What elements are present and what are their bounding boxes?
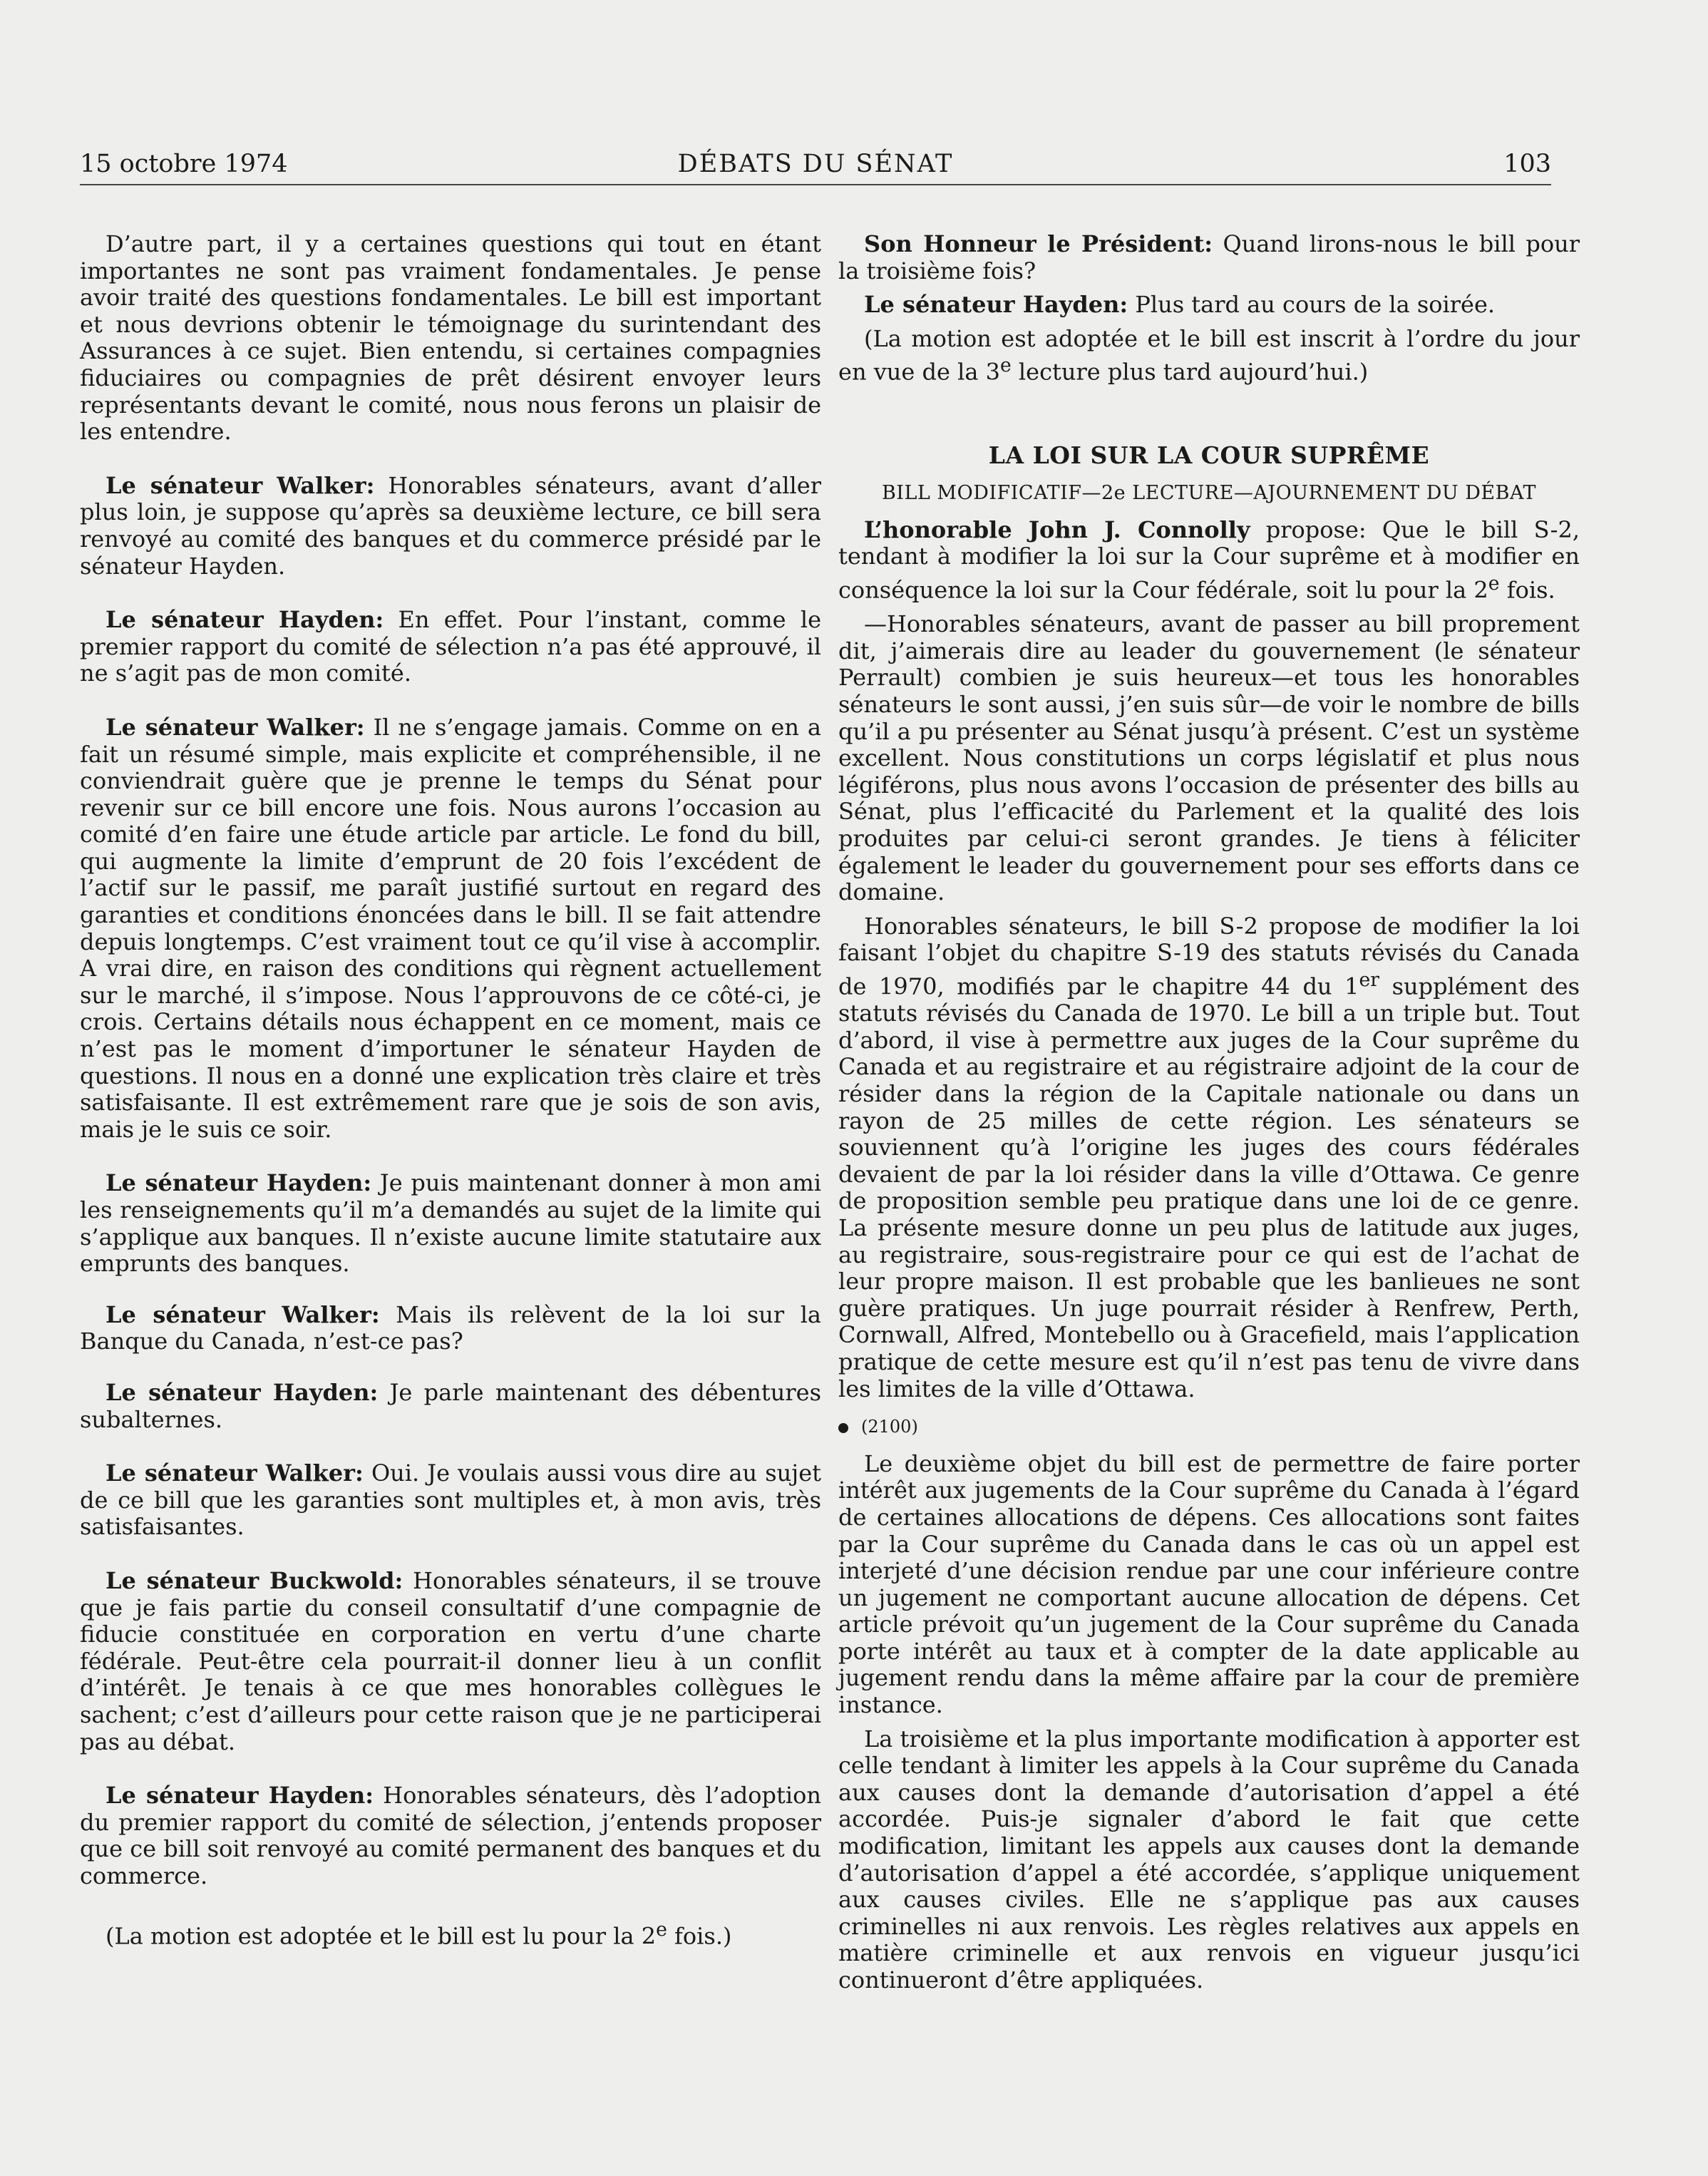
paragraph-text: Honorables sénateurs, le bill S-2 propose de modifier la loi faisant l’objet du chapitre S-19 des statuts révisés du Canada de 1970, modifiés par le chapitre 44 du 1 — [838, 912, 1580, 1000]
page-header — [80, 148, 1551, 185]
speaker-name: L’honorable John J. Connolly — [864, 515, 1250, 543]
superscript: e — [1488, 573, 1500, 595]
speech-text: Je puis maintenant donner à mon ami les renseignements qu’il m’a demandés au sujet de la limite qui s’applique aux banques. Il n’existe aucune limite statutaire aux emprunts des banques. — [80, 1169, 822, 1278]
speech-text: En effet. Pour l’instant, comme le premier rapport du comité de sélection n’a pas été approuvé, il ne s’agit pas de mon comité. — [80, 606, 821, 687]
speaker-name: Le sénateur Walker: — [106, 1459, 364, 1487]
speech-buckwold — [80, 1568, 821, 1755]
superscript: e — [656, 1919, 667, 1941]
time-marker — [838, 1414, 1580, 1441]
speech-connolly — [838, 517, 1580, 604]
paragraph: —Honorables sénateurs, avant de passer au bill proprement dit, j’aimerais dire au leader du gouvernement (le sénateur Perrault) combien je suis heureux—et tous les honorables sénateurs le sont aussi, j’en suis sûr—de voir le nombre de bills qu’il a pu présenter au Sénat jusqu’à présent. C’est un système excellent. Nous constitutions un corps législatif et plus nous légiférons, plus nous avons l’occasion de présenter des bills au Sénat, plus l’efficacité du Parlement et la qualité des lois produites par celui-ci seront grandes. Je tiens à féliciter également le leader du gouvernement pour ses efforts dans ce domaine. — [838, 610, 1580, 906]
speech-hayden-2 — [80, 1170, 821, 1277]
speech-text: Honorables sénateurs, il se trouve que je fais partie du conseil consultatif d’une compagnie de fiducie constituée en corporation en vertu d’une charte fédérale. Peut-être cela pourrait-il donner lieu à un conflit d’intérêt. Je tenais à ce que mes honorables collègues le sachent; c’est d’ailleurs pour cette raison que je ne participerai pas au débat. — [80, 1566, 822, 1755]
motion-text: (La motion est adoptée et le bill est lu pour la 2 — [106, 1923, 657, 1951]
speech-text: Plus tard au cours de la soirée. — [1128, 291, 1496, 319]
paragraph: La troisième et la plus importante modification à apporter est celle tendant à limiter les appels à la Cour suprême du Canada aux causes dont la demande d’autorisation d’appel a été accordée. Puis-je signaler d’abord le fait que cette modification, limitant les appels aux causes dont la demande d’autorisation d’appel a été accordée, s’applique uniquement aux causes civiles. Elle ne s’applique pas aux causes criminelles ni aux renvois. Les règles relatives aux appels en matière criminelle et aux renvois en vigueur jusqu’ici continueront d’être appliquées. — [838, 1725, 1580, 1993]
motion-text: (La motion est adoptée et le bill est inscrit à l’ordre du jour en vue de la 3 — [838, 324, 1580, 386]
header-page-number: 103 — [1503, 150, 1551, 178]
superscript: e — [999, 354, 1012, 377]
speech-walker-3 — [80, 1302, 821, 1355]
paragraph — [838, 913, 1580, 1402]
header-title: DÉBATS DU SÉNAT — [677, 150, 954, 178]
superscript: er — [1359, 968, 1380, 991]
motion-text-end: fois.) — [667, 1923, 732, 1951]
speech-text: Mais ils relèvent de la loi sur la Banque du Canada, n’est-ce pas? — [80, 1300, 821, 1355]
speech-text-end: fois. — [1499, 576, 1555, 604]
speaker-name: Le sénateur Hayden: — [106, 1169, 372, 1197]
speech-text: Je parle maintenant des débentures subalternes. — [80, 1378, 821, 1433]
speech-walker-4 — [80, 1460, 821, 1541]
right-column — [838, 231, 1580, 1994]
speech-walker-1 — [80, 473, 821, 580]
speech-hayden-5 — [838, 292, 1580, 319]
motion-note — [838, 326, 1580, 386]
speaker-name: Le sénateur Walker: — [106, 713, 365, 741]
header-date: 15 octobre 1974 — [80, 150, 288, 178]
speech-text: Honorables sénateurs, avant d’aller plus loin, je suppose qu’après sa deuxième lecture, ce bill sera renvoyé au comité des banques et du commerce présidé par le sénateur Hayden. — [80, 471, 822, 580]
speaker-name: Le sénateur Hayden: — [106, 1378, 379, 1406]
speech-text: Il ne s’engage jamais. Comme on en a fait un résumé simple, mais explicite et compréhensible, il ne conviendrait guère que je prenne le temps du Sénat pour revenir sur ce bill encore une fois. Nous aurons l’occasion au comité d’en faire une étude article par article. Le fond du bill, qui augmente la limite d’emprunt de 20 fois l’excédent de l’actif sur le passif, me paraît justifié surtout en regard des garanties et conditions énoncées dans le bill. Il se fait attendre depuis longtemps. C’est vraiment tout ce qu’il vise à accomplir. A vrai dire, en raison des conditions qui règnent actuellement sur le marché, il s’impose. Nous l’approuvons de ce côté-ci, je crois. Certains détails nous échappent en ce moment, mais ce n’est pas le moment d’importuner le sénateur Hayden de questions. Il nous en a donné une explication très claire et très satisfaisante. Il est extrêmement rare que je sois de son avis, mais je le suis ce soir. — [80, 713, 822, 1143]
motion-text-end: lecture plus tard aujourd’hui.) — [1011, 359, 1369, 386]
left-column — [80, 231, 821, 1951]
speech-president — [838, 231, 1580, 284]
speech-text: Oui. Je voulais aussi vous dire au sujet de ce bill que les garanties sont multiples et, à mon avis, très satisfaisantes. — [80, 1459, 822, 1541]
speech-hayden-4 — [80, 1782, 821, 1889]
speech-text: propose: Que le bill S-2, tendant à modifier la loi sur la Cour suprême et à modifier en conséquence la loi sur la Cour fédérale, soit lu pour la 2 — [838, 515, 1580, 604]
paragraph: D’autre part, il y a certaines questions qui tout en étant importantes ne sont pas vraiment fondamentales. Je pense avoir traité des questions fondamentales. Le bill est important et nous devrions obtenir le témoignage du surintendant des Assurances à ce sujet. Bien entendu, si certaines compagnies fiduciaires ou compagnies de prêt désirent envoyer leurs représentants devant le comité, nous nous ferons un plaisir de les entendre. — [80, 230, 821, 446]
speech-text: Honorables sénateurs, dès l’adoption du premier rapport du comité de sélection, j’entends proposer que ce bill soit renvoyé au comité permanent des banques et du commerce. — [80, 1782, 822, 1889]
speaker-name: Le sénateur Hayden: — [864, 291, 1128, 319]
speech-text: Quand lirons-nous le bill pour la troisième fois? — [838, 230, 1580, 284]
speech-walker-2 — [80, 714, 821, 1144]
time-marker-text: (2100) — [861, 1417, 918, 1437]
section-subtitle: BILL MODIFICATIF—2e LECTURE—AJOURNEMENT DU DÉBAT — [881, 482, 1537, 505]
speaker-name: Son Honneur le Président: — [864, 230, 1213, 257]
speaker-name: Le sénateur Walker: — [106, 471, 375, 499]
speaker-name: Le sénateur Buckwold: — [106, 1566, 403, 1594]
bullet-icon — [838, 1423, 848, 1433]
speech-hayden-1 — [80, 607, 821, 687]
speaker-name: Le sénateur Walker: — [106, 1300, 380, 1328]
paragraph: Le deuxième objet du bill est de permettre de faire porter intérêt aux jugements de la Cour suprême du Canada à l’égard de certaines allocations de dépens. Ces allocations sont faites par la Cour suprême du Canada dans le cas où un appel est interjeté d’une décision rendue par une cour inférieure contre un jugement ne comportant aucune allocation de dépens. Cet article prévoit qu’un jugement de la Cour suprême du Canada porte intérêt au taux et à compter de la date applicable au jugement rendu dans la même affaire par la cour de première instance. — [838, 1449, 1580, 1719]
speaker-name: Le sénateur Hayden: — [106, 1782, 374, 1810]
speaker-name: Le sénateur Hayden: — [106, 606, 384, 634]
motion-note — [80, 1916, 821, 1950]
paragraph-text-end: supplément des statuts révisés du Canada de 1970. Le bill a un triple but. Tout d’abord, il vise à permettre aux juges de la Cour suprême du Canada et au registraire et au régistraire adjoint de la cour de résider dans la région de la Capitale nationale ou dans un rayon de 25 milles de cette région. Les sénateurs se souviennent qu’à l’origine les juges des cours fédérales devaient de par la loi résider dans la ville d’Ottawa. Ce genre de proposition semble peu pratique dans une loi de ce genre. La présente mesure donne un peu plus de latitude aux juges, au registraire, sous-registraire pour ce qui est de l’achat de leur propre maison. Il est probable que les banlieues ne sont guère pratiques. Un juge pourrait résider à Renfrew, Perth, Cornwall, Alfred, Montebello ou à Gracefield, mais l’application pratique de cette mesure est qu’il n’est pas tenu de vivre dans les limites de la ville d’Ottawa. — [838, 972, 1580, 1402]
section-title: LA LOI SUR LA COUR SUPRÊME — [988, 441, 1430, 469]
speech-hayden-3 — [80, 1380, 821, 1433]
